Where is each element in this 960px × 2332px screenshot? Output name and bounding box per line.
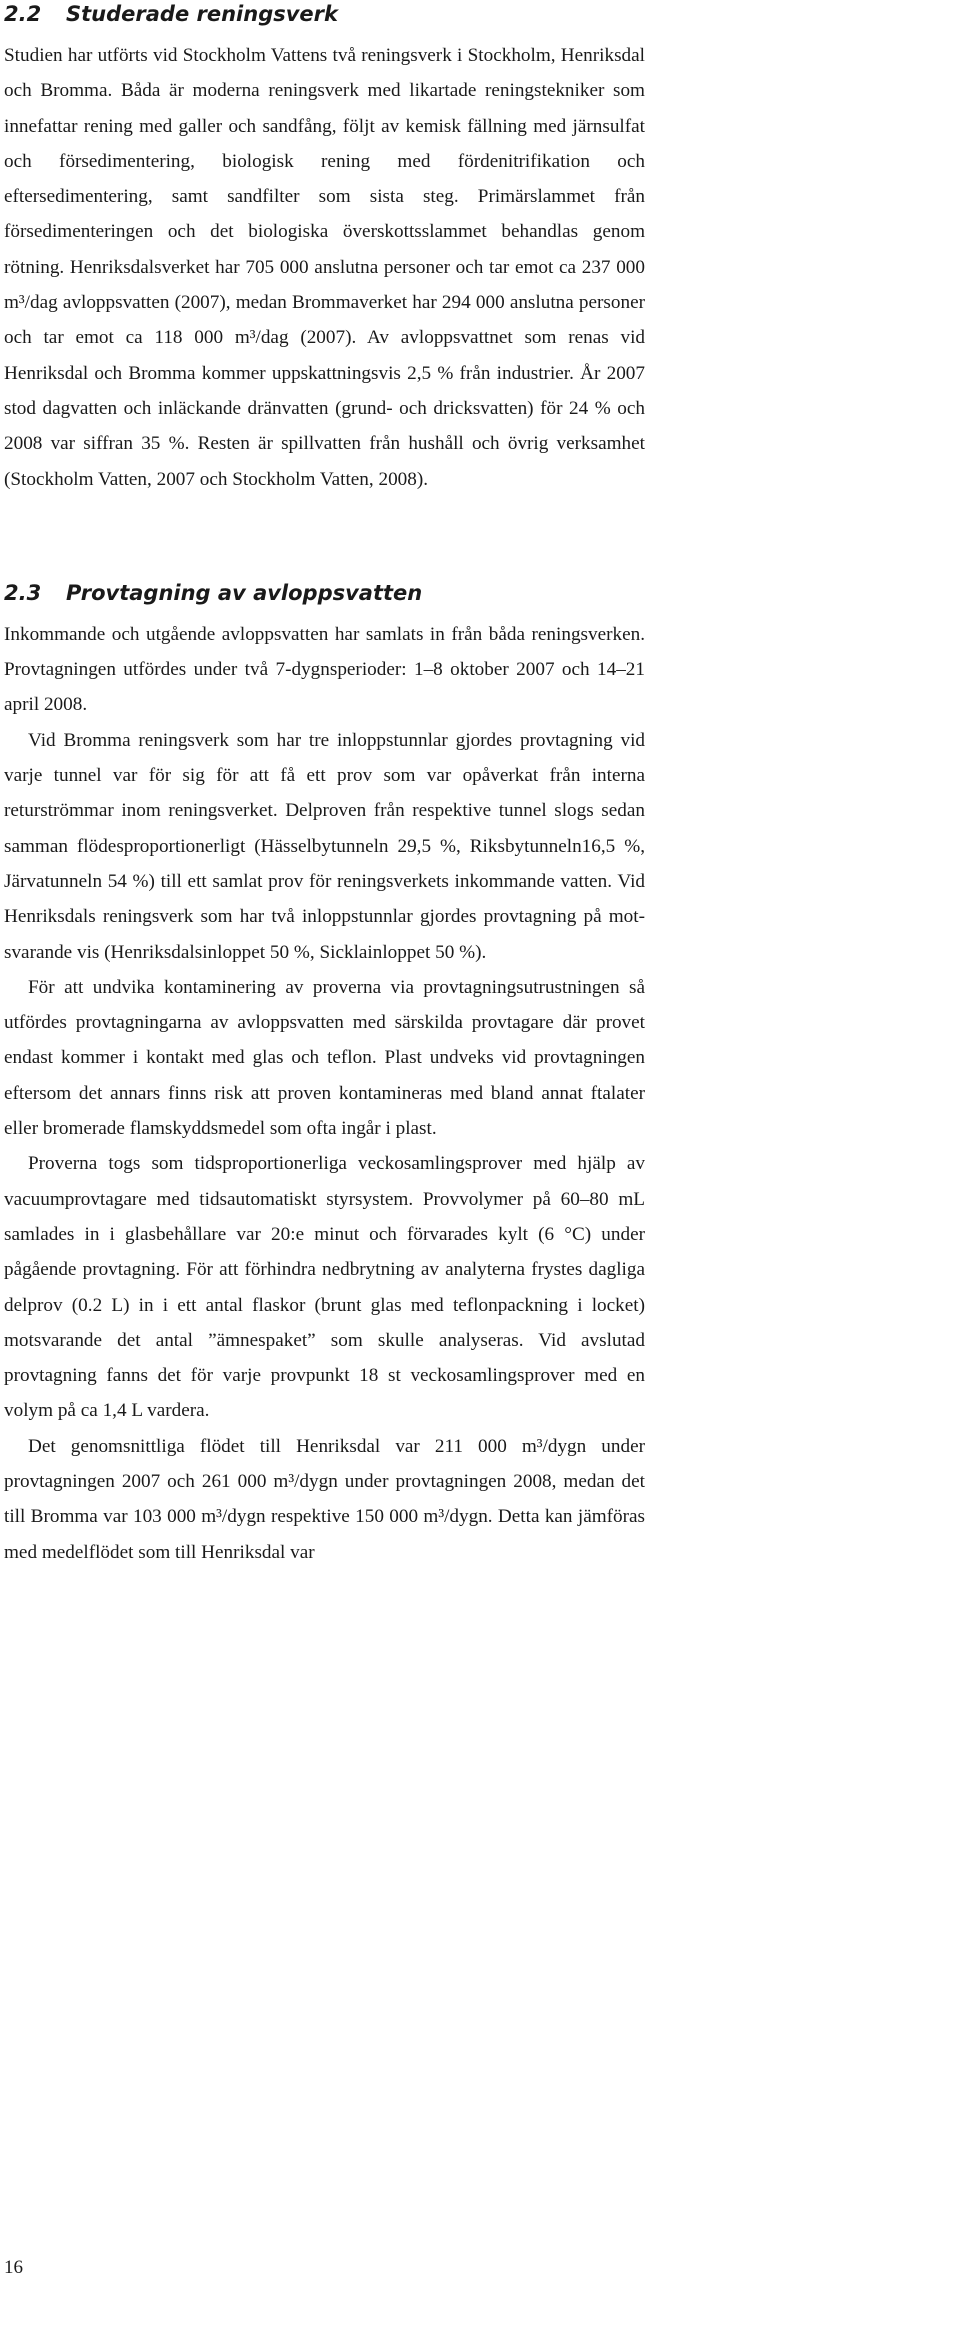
section-title: Provtagning av avloppsvatten [66, 580, 423, 605]
paragraph: Det genomsnittliga flödet till Henriksdal var 211 000 m³/dygn under provtagningen 2007 och 261 000 m³/dygn under provtagningen 2008, medan det till Bromma var 103 000 m³/dygn respektive 150 000 m³/dygn. Detta kan jämföras med medelflödet som till Henriksdal var [4, 1435, 645, 1563]
section-number: 2.3 [4, 580, 42, 605]
paragraph: Vid Bromma reningsverk som har tre inloppstunnlar gjordes provtagning vid varje tunnel var för sig för att få ett prov som var opåverkat från interna returströmmar inom reningsverket. Delproven från respektive tunnel slogs sedan samman flödesproportionerligt (Hässelbytunneln 29,5 %, Riksbytunneln16,5 %, Järvatunneln 54 %) till ett samlat prov för reningsverkets inkommande vatten. Vid Henriksdals reningsverk som har två inloppstunnlar gjordes provtagning på motsvarande vis (Henriksdalsinloppet 50 %, Sicklainloppet 50 %). [4, 729, 645, 963]
section-number: 2.2 [4, 2, 42, 26]
paragraph: För att undvika kontaminering av proverna via provtagningsutrustningen så utfördes provtagningarna av avloppsvatten med särskilda provtagare där provet endast kommer i kontakt med glas och teflon. Plast undveks vid provtagningen eftersom det annars finns risk att proven kontamineras med bland annat ftalater eller bromerade flamskyddsmedel som ofta ingår i plast. [4, 976, 645, 1140]
section-heading-2-2 [4, 0, 645, 28]
section-title: Studerade reningsverk [66, 2, 338, 26]
section-heading-2-3 [4, 579, 645, 607]
paragraph: Studien har utförts vid Stockholm Vattens två reningsverk i Stockholm, Henriksdal och Bromma. Båda är moderna reningsverk med likartade reningstekniker som innefattar rening med galler och sandfång, följt av kemisk fällning med järnsulfat och försedimentering, biologisk rening med fördenitrifikation och eftersedimentering, samt sandfilter som sista steg. Primärslammet från försedimenteringen och det biologiska överskottsslammet behandlas genom rötning. Henriksdalsverket har 705 000 anslutna personer och tar emot ca 237 000 m³/dag avloppsvatten (2007), medan Brommaverket har 294 000 anslutna personer och tar emot ca 118 000 m³/dag (2007). Av avloppsvattnet som renas vid Henriksdal och Bromma kommer uppskattningsvis 2,5 % från industrier. År 2007 stod dagvatten och inläckande dränvatten (grund- och dricksvatten) för 24 % och 2008 var siffran 35 %. Resten är spillvatten från hushåll och övrig verksamhet (Stockholm Vatten, 2007 och Stockholm Vatten, 2008). [4, 45, 645, 490]
paragraph: Proverna togs som tidsproportionerliga veckosamlingsprover med hjälp av vacuumprovtagare med tidsautomatiskt styrsystem. Provvolymer på 60–80 mL samlades in i glasbehållare var 20:e minut och förvarades kylt (6 °C) under pågående provtagning. För att förhindra nedbrytning av analyterna frystes dagliga delprov (0.2 L) in i ett antal flaskor (brunt glas med teflonpackning i locket) motsvarande det antal ”ämnespaket” som skulle analyseras. Vid avslutad provtagning fanns det för varje provpunkt 18 st veckosamlingsprover med en volym på ca 1,4 L vardera. [4, 1153, 645, 1422]
paragraph: Inkommande och utgående avloppsvatten har samlats in från båda reningsverken. Provtagningen utfördes under två 7-dygnsperioder: 1–8 oktober 2007 och 14–21 april 2008. [4, 623, 645, 716]
page-number: 16 [4, 2257, 23, 2278]
